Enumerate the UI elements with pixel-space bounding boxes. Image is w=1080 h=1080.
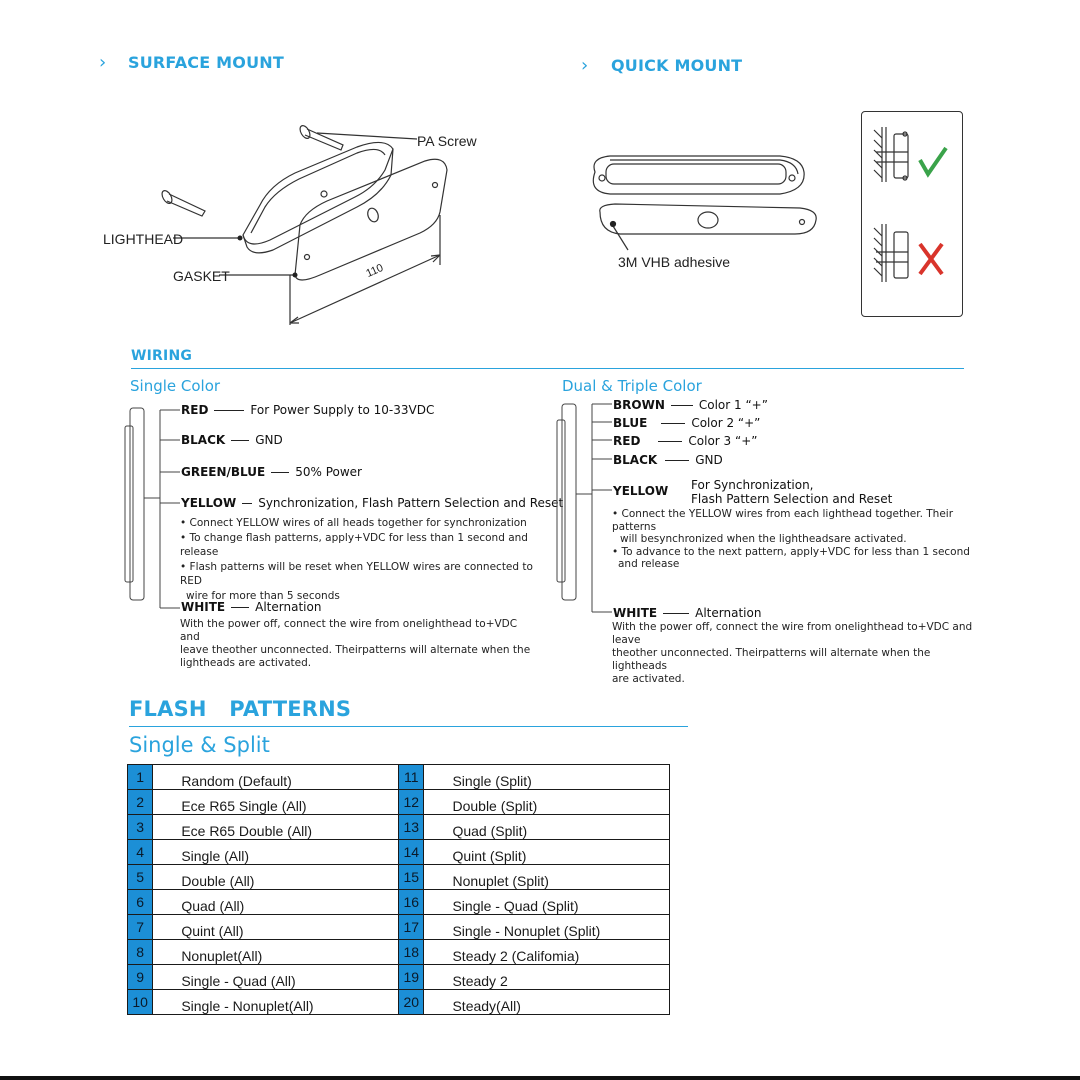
wire-yellow: YELLOW Synchronization, Flash Pattern Selection and Reset xyxy=(181,496,564,510)
pattern-number: 7 xyxy=(128,915,153,940)
pattern-name: Single - Nonuplet (Split) xyxy=(424,915,670,940)
pattern-number: 1 xyxy=(128,765,153,790)
pattern-number: 12 xyxy=(399,790,424,815)
wire-red: RED Color 3 “+” xyxy=(613,434,758,448)
wiring-divider xyxy=(131,368,964,369)
pattern-name: Single (All) xyxy=(153,840,399,865)
pattern-number: 6 xyxy=(128,890,153,915)
dual-triple-color-title: Dual & Triple Color xyxy=(562,377,702,395)
wire-green-blue: GREEN/BLUE 50% Power xyxy=(181,465,362,479)
table-row xyxy=(128,790,670,815)
dimension-label: 110 xyxy=(364,261,386,281)
quick-mount-title: QUICK MOUNT xyxy=(611,56,743,75)
pattern-name: Nonuplet (Split) xyxy=(424,865,670,890)
dual-color-connector xyxy=(552,398,614,620)
pattern-name: Single - Quad (Split) xyxy=(424,890,670,915)
adhesive-label: 3M VHB adhesive xyxy=(618,254,731,270)
pattern-name: Quad (All) xyxy=(153,890,399,915)
pattern-name: Steady 2 (Califomia) xyxy=(424,940,670,965)
flash-patterns-table xyxy=(127,764,670,1015)
table-row xyxy=(128,765,670,790)
pattern-name: Quint (Split) xyxy=(424,840,670,865)
mount-diagram-pair xyxy=(862,112,962,316)
pattern-number: 16 xyxy=(399,890,424,915)
bottom-bar xyxy=(0,1076,1080,1080)
single-color-title: Single Color xyxy=(130,377,221,395)
wire-blue: BLUE Color 2 “+” xyxy=(613,416,761,430)
chevron-right-icon: › xyxy=(99,52,107,73)
pattern-number: 19 xyxy=(399,965,424,990)
wire-yellow-desc: For Synchronization, Flash Pattern Selection and Reset xyxy=(691,478,893,506)
pattern-number: 3 xyxy=(128,815,153,840)
dual-white-notes: With the power off, connect the wire from onelighthead to+VDC and leave theother unconnected. Theirpatterns will alternate when the lightheads are activated. xyxy=(612,621,973,685)
pattern-name: Steady(All) xyxy=(424,990,670,1015)
pattern-name: Quad (Split) xyxy=(424,815,670,840)
wire-yellow: YELLOW xyxy=(613,484,669,498)
check-icon xyxy=(920,148,946,174)
pattern-name: Nonuplet(All) xyxy=(153,940,399,965)
pattern-name: Double (All) xyxy=(153,865,399,890)
pa-screw-label: PA Screw xyxy=(417,133,477,149)
pattern-name: Quint (All) xyxy=(153,915,399,940)
pattern-number: 8 xyxy=(128,940,153,965)
surface-mount-title: SURFACE MOUNT xyxy=(128,53,284,72)
table-row xyxy=(128,915,670,940)
lighthead-label: LIGHTHEAD xyxy=(103,231,184,247)
pattern-number: 13 xyxy=(399,815,424,840)
pattern-name: Ece R65 Single (All) xyxy=(153,790,399,815)
gasket-label: GASKET xyxy=(173,268,230,284)
flash-divider xyxy=(129,726,688,727)
pattern-name: Single (Split) xyxy=(424,765,670,790)
quick-mount-diagram xyxy=(580,150,820,260)
wire-white: WHITE Alternation xyxy=(181,600,322,614)
wiring-title: WIRING xyxy=(131,348,193,364)
table-row xyxy=(128,965,670,990)
pattern-number: 2 xyxy=(128,790,153,815)
table-row xyxy=(128,940,670,965)
pattern-number: 20 xyxy=(399,990,424,1015)
wire-white: WHITE Alternation xyxy=(613,606,762,620)
pattern-name: Ece R65 Double (All) xyxy=(153,815,399,840)
table-row xyxy=(128,865,670,890)
yellow-notes: • Connect YELLOW wires of all heads together for synchronization • To change flash patterns, apply+VDC for less than 1 second and release • Flash patterns will be reset when YELLOW wires are connected to RED wire for more than 5 seconds xyxy=(180,517,533,602)
pattern-number: 17 xyxy=(399,915,424,940)
wire-black: BLACK GND xyxy=(613,453,723,467)
single-split-title: Single & Split xyxy=(129,733,270,757)
dual-yellow-notes: • Connect the YELLOW wires from each lighthead together. Their patterns will besynchronized when the lightheadsare activated. • To advance to the next pattern, apply+VDC for less than 1 second and release xyxy=(612,508,970,570)
pattern-name: Double (Split) xyxy=(424,790,670,815)
pattern-number: 15 xyxy=(399,865,424,890)
table-row xyxy=(128,815,670,840)
white-notes: With the power off, connect the wire from onelighthead to+VDC and leave theother unconnected. Theirpatterns will alternate when the lightheads are activated. xyxy=(180,618,531,669)
mount-check-panel xyxy=(861,111,963,317)
pattern-name: Single - Quad (All) xyxy=(153,965,399,990)
pattern-name: Steady 2 xyxy=(424,965,670,990)
pattern-name: Single - Nonuplet(All) xyxy=(153,990,399,1015)
pattern-number: 14 xyxy=(399,840,424,865)
wire-black: BLACK GND xyxy=(181,433,283,447)
pattern-number: 11 xyxy=(399,765,424,790)
table-row xyxy=(128,990,670,1015)
wire-red: RED For Power Supply to 10-33VDC xyxy=(181,403,435,417)
chevron-right-icon: › xyxy=(581,55,589,76)
cross-icon xyxy=(920,244,942,274)
flash-patterns-title: FLASH PATTERNS xyxy=(129,697,352,721)
table-row xyxy=(128,890,670,915)
pattern-number: 9 xyxy=(128,965,153,990)
pattern-name: Random (Default) xyxy=(153,765,399,790)
pattern-number: 10 xyxy=(128,990,153,1015)
pattern-number: 5 xyxy=(128,865,153,890)
pattern-number: 4 xyxy=(128,840,153,865)
table-row xyxy=(128,840,670,865)
single-color-connector xyxy=(120,398,180,613)
wire-brown: BROWN Color 1 “+” xyxy=(613,398,768,412)
pattern-number: 18 xyxy=(399,940,424,965)
